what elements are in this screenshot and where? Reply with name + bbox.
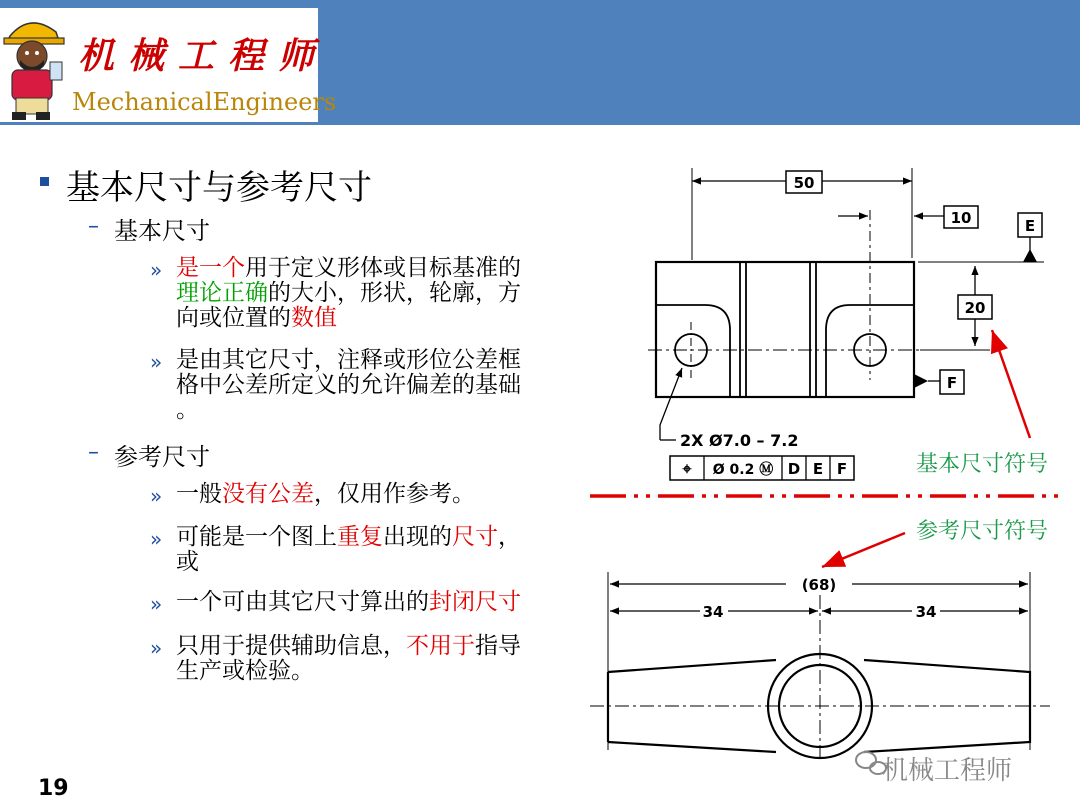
chevron-icon: » — [150, 484, 163, 508]
body-text: 或 — [176, 549, 199, 575]
section-heading-reference: 参考尺寸 — [114, 443, 210, 471]
logo-english-text: MechanicalEngineers — [72, 88, 337, 116]
dash-icon: – — [88, 440, 99, 465]
fcf-datum-f: F — [836, 460, 848, 478]
watermark-text: 机械工程师 — [882, 756, 1013, 786]
chevron-icon: » — [150, 636, 163, 660]
chevron-icon: » — [150, 592, 163, 616]
reference-arrow — [822, 533, 905, 567]
body-text: ， — [498, 524, 521, 550]
highlight-text: 理论正确 — [176, 280, 268, 306]
body-text: 指导 — [475, 633, 521, 659]
body-text: 出现的 — [383, 524, 452, 550]
dim-34-right-label: 34 — [915, 603, 937, 621]
hole-note: 2X Ø7.0 – 7.2 — [680, 431, 799, 450]
body-text: 格中公差所定义的允许偏差的基础 — [176, 372, 521, 398]
body-text: 一般 — [176, 481, 222, 507]
body-text: 用于定义形体或目标基准的 — [245, 255, 521, 281]
body-text: 的大小，形状，轮廓，方 — [268, 280, 521, 306]
body-text: 是由其它尺寸，注释或形位公差框 — [176, 347, 521, 373]
highlight-text: 数值 — [291, 305, 337, 331]
highlight-text: 是一个 — [176, 255, 245, 281]
dim-20-label: 20 — [964, 299, 986, 317]
highlight-text: 不用于 — [406, 633, 475, 659]
slide-title: 基本尺寸与参考尺寸 — [66, 168, 372, 208]
fcf-datum-e: E — [812, 460, 824, 478]
basic-dim-symbol-label: 基本尺寸符号 — [916, 452, 1049, 477]
highlight-text: 没有公差 — [222, 481, 314, 507]
dash-icon: – — [88, 214, 99, 239]
part-outline — [656, 262, 914, 397]
fcf-tolerance: Ø 0.2 Ⓜ — [712, 462, 774, 478]
body-text: ，仅用作参考。 — [314, 481, 475, 507]
body-text: 向或位置的 — [176, 305, 291, 331]
chevron-icon: » — [150, 258, 163, 282]
logo-chinese-text: 机械工程师 — [78, 35, 329, 77]
fcf-datum-d: D — [787, 460, 801, 478]
dim-34-left-label: 34 — [702, 603, 724, 621]
datum-f-label: F — [946, 374, 958, 392]
ref-dim-label: (68) — [801, 576, 837, 594]
bottom-part-view — [590, 572, 1050, 760]
chevron-icon: » — [150, 527, 163, 551]
highlight-text: 尺寸 — [452, 524, 498, 550]
datum-e-label: E — [1024, 217, 1036, 235]
dim-10-label: 10 — [950, 209, 972, 227]
reference-dim-symbol-label: 参考尺寸符号 — [916, 519, 1049, 544]
body-text: 可能是一个图上 — [176, 524, 337, 550]
body-text: 一个可由其它尺寸算出的 — [176, 589, 429, 615]
section-heading-basic: 基本尺寸 — [114, 217, 210, 245]
dim-50-label: 50 — [793, 174, 815, 192]
chevron-icon: » — [150, 350, 163, 374]
highlight-text: 封闭尺寸 — [429, 589, 521, 615]
page-number: 19 — [38, 776, 69, 801]
body-text: 只用于提供辅助信息， — [176, 633, 406, 659]
body-text: 生产或检验。 — [176, 658, 314, 684]
body-text: 。 — [176, 397, 199, 423]
basic-arrow — [992, 330, 1030, 438]
fcf-symbol: ⌖ — [682, 459, 692, 478]
highlight-text: 重复 — [337, 524, 383, 550]
